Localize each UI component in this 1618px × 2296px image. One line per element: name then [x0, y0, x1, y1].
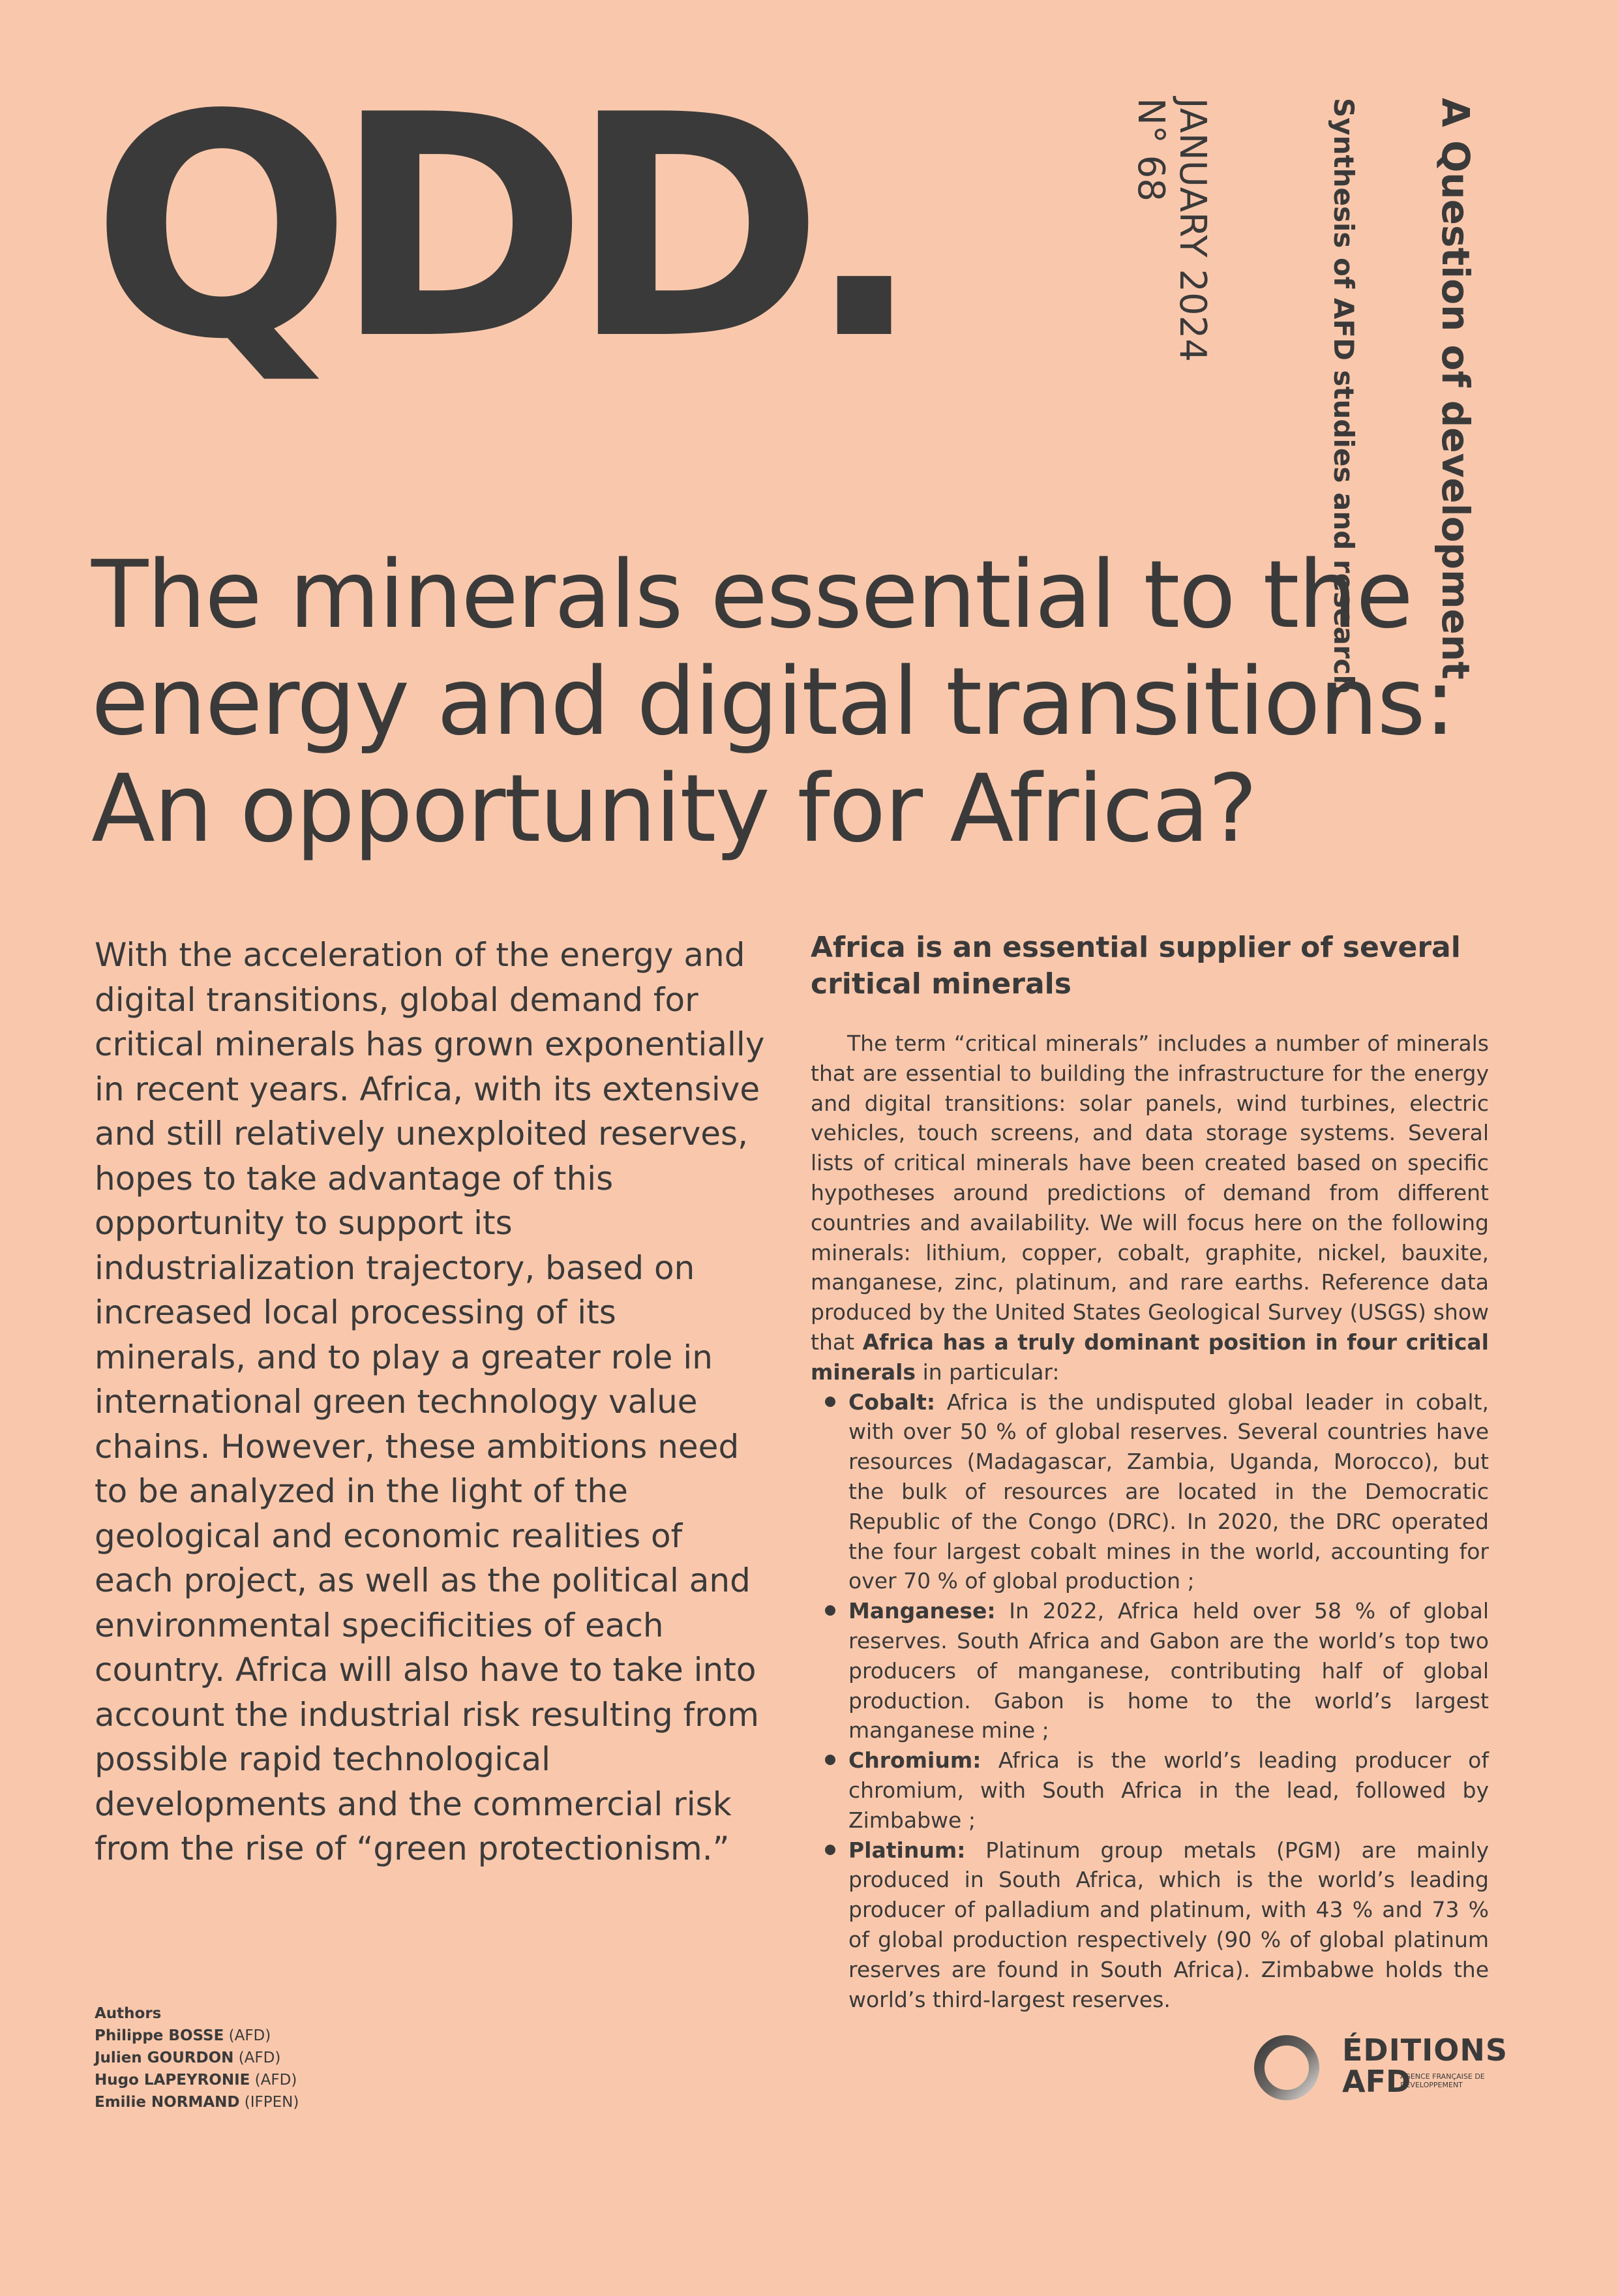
author-org: (IFPEN): [244, 2094, 299, 2111]
author-org: (AFD): [238, 2049, 281, 2066]
bullet-icon: [825, 1755, 835, 1765]
mineral-label: Cobalt:: [848, 1389, 936, 1415]
intro-text: The term “critical minerals” includes a number of minerals that are essential to building the infrastructure for the energy and digital transitions: solar panels, wind turbines, electric vehicles, touch screens, and data storage systems. Several lists of critical minerals have been created based on specific hypotheses around predictions of demand from different countries and availability. We will focus here on the following minerals: lithium, copper, cobalt, graphite, nickel, bauxite, manganese, zinc, platinum, and rare earths. Reference data produced by the United States Geological Survey (USGS) show that: [811, 1031, 1489, 1355]
section-intro: [811, 1029, 1489, 1387]
mineral-label: Chromium:: [848, 1747, 981, 1774]
author-name: Julien GOURDON: [95, 2049, 234, 2066]
page-title: The minerals essential to the energy and digital transitions: An opportunity for Africa?: [91, 540, 1455, 863]
authors-heading: Authors: [95, 2005, 162, 2022]
ring-logo-icon: [1249, 2032, 1327, 2104]
issue-info: [1128, 98, 1213, 362]
bullet-icon: [825, 1397, 835, 1407]
mineral-text: Africa is the world’s leading producer of chromium, with South Africa in the lead, followed by Zimbabwe ;: [848, 1747, 1489, 1833]
mineral-label: Manganese:: [848, 1598, 996, 1624]
author-name: Philippe BOSSE: [95, 2027, 224, 2044]
list-item: [811, 1387, 1489, 1597]
author-entry: [95, 2025, 486, 2047]
author-entry: [95, 2047, 486, 2069]
mineral-text: Africa is the undisputed global leader in cobalt, with over 50 % of global reserves. Several countries have resources (Madagascar, Zambia, Uganda, Morocco), but the bulk of resources are located in the Democratic Republic of the Congo (DRC). In 2020, the DRC operated the four largest cobalt mines in the world, accounting for over 70 % of global production ;: [848, 1389, 1489, 1594]
list-item: [811, 1596, 1489, 1745]
mineral-text: Platinum group metals (PGM) are mainly produced in South Africa, which is the world’s leading producer of palladium and platinum, with 43 % and 73 % of global production respectively (90 % of global platinum reserves are found in South Africa). Zimbabwe holds the world’s third-largest reserves.: [848, 1837, 1489, 2012]
series-subtitle: Synthesis of AFD studies and research: [1328, 98, 1360, 695]
authors-block: [95, 2002, 486, 2113]
issue-date: JANUARY 2024: [1171, 98, 1214, 362]
mineral-text: In 2022, Africa held over 58 % of global reserves. South Africa and Gabon are the world’s top two producers of manganese, contributing half of global production. Gabon is home to the world’s largest manganese mine ;: [848, 1598, 1489, 1744]
publisher-afd: AFD: [1342, 2064, 1411, 2099]
mineral-label: Platinum:: [848, 1837, 966, 1863]
author-name: Hugo LAPEYRONIE: [95, 2072, 250, 2089]
author-name: Emilie NORMAND: [95, 2094, 240, 2111]
publisher-name: ÉDITIONS: [1342, 2032, 1508, 2068]
issue-number: N° 68: [1130, 98, 1172, 202]
publisher-logo: [1249, 2032, 1508, 2104]
list-item: [811, 1835, 1489, 2015]
author-org: (AFD): [228, 2027, 271, 2044]
section-heading: Africa is an essential supplier of several critical minerals: [811, 931, 1461, 1001]
author-org: (AFD): [254, 2072, 297, 2089]
list-item: [811, 1745, 1489, 1835]
minerals-list: [811, 1387, 1489, 2015]
bullet-icon: [825, 1845, 835, 1855]
publisher-tagline: AGENCE FRANÇAISE DE DÉVELOPPEMENT: [1400, 2072, 1485, 2089]
intro-emphasis: Africa has a truly dominant position in four critical minerals: [811, 1329, 1489, 1385]
bullet-icon: [825, 1605, 835, 1616]
series-title: A Question of development: [1433, 98, 1478, 680]
abstract: With the acceleration of the energy and digital transitions, global demand for critical minerals has grown exponentially in recent years. Africa, with its extensive and still relatively unexploited reserves, hopes to take advantage of this opportunity to support its industrialization trajectory, based on increased local processing of its minerals, and to play a greater role in international green technology value chains. However, these ambitions need to be analyzed in the light of the geological and economic realities of each project, as well as the political and environmental specificities of each country. Africa will also have to take into account the industrial risk resulting from possible rapid technological developments and the commercial risk from the rise of “green protectionism.”: [95, 936, 765, 1867]
intro-text-end: in particular:: [916, 1359, 1060, 1385]
author-entry: [95, 2069, 486, 2091]
section-column: [811, 929, 1489, 2014]
author-entry: [95, 2091, 486, 2113]
qdd-logo: QDD.: [91, 50, 905, 406]
